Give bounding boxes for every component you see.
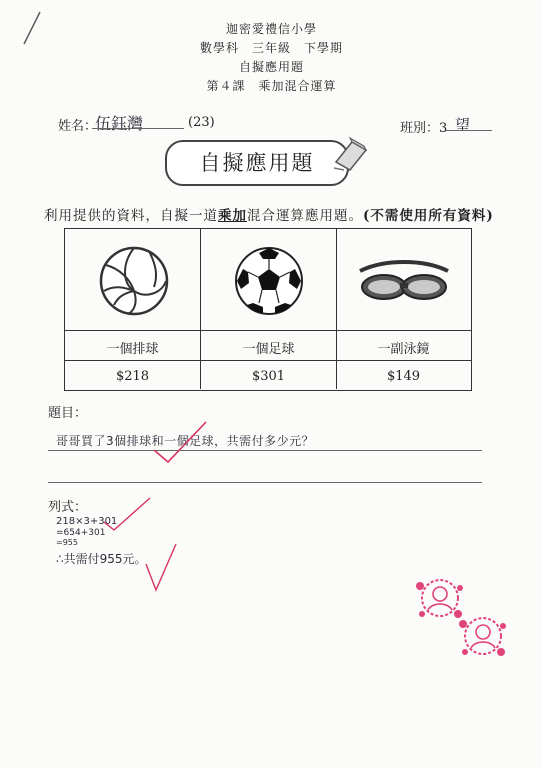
working-line-1[interactable]: 218×3+301 (56, 516, 118, 527)
item-column-volleyball (65, 229, 201, 389)
volleyball-icon (94, 241, 174, 321)
question-line-2 (48, 482, 482, 483)
class-value[interactable]: 望 (455, 116, 471, 134)
school-name: 迦密愛禮信小學 (225, 22, 317, 36)
banner-text: 自擬應用題 (199, 151, 315, 175)
price-table (64, 228, 472, 391)
name-value[interactable]: 伍鈺灣 (95, 114, 144, 133)
item-column-goggles (337, 229, 470, 389)
item-name: 一副泳鏡 (377, 342, 430, 357)
item-price: $149 (386, 369, 421, 384)
swim-goggles-icon (354, 253, 454, 313)
worksheet-title: 自擬應用題 (238, 60, 304, 74)
question-line-1 (48, 450, 482, 451)
check-mark-icon (150, 418, 210, 466)
scan-mark (10, 8, 50, 48)
soccer-ball-icon (229, 241, 309, 321)
instruction (44, 204, 494, 224)
working-line-3[interactable]: =955 (56, 538, 78, 547)
name-label: 姓名： (58, 119, 98, 134)
instruction-text: 利用提供的資料，自擬一道 (44, 208, 218, 224)
instruction-emphasis: 乘加 (218, 208, 247, 224)
eraser-icon (330, 132, 370, 172)
lesson-title: 第４課 乘加混合運算 (206, 79, 337, 93)
instruction-note: (不需使用所有資料) (363, 208, 494, 224)
reward-stamp-icon (455, 612, 511, 660)
question-label: 題目： (48, 406, 88, 421)
check-mark-icon (142, 540, 182, 594)
working-label: 列式： (48, 500, 88, 515)
item-price: $301 (251, 369, 286, 384)
item-name: 一個排球 (106, 342, 159, 357)
item-price: $218 (115, 369, 150, 384)
instruction-text-after: 混合運算應用題。 (247, 208, 363, 224)
banner-title (165, 140, 349, 186)
name-underline (92, 128, 184, 129)
student-number: (23) (188, 115, 215, 130)
question-answer[interactable]: 哥哥買了3個排球和一個足球，共需付多少元？ (56, 434, 315, 448)
working-conclusion[interactable]: ∴共需付955元。 (56, 552, 147, 566)
item-name: 一個足球 (242, 342, 295, 357)
class-label: 班別：3 (400, 121, 448, 136)
class-underline (446, 130, 492, 131)
item-column-soccer (201, 229, 337, 389)
working-line-2[interactable]: =654+301 (56, 528, 106, 538)
check-mark-icon (100, 494, 156, 534)
subject-line: 數學科 三年級 下學期 (199, 41, 343, 55)
